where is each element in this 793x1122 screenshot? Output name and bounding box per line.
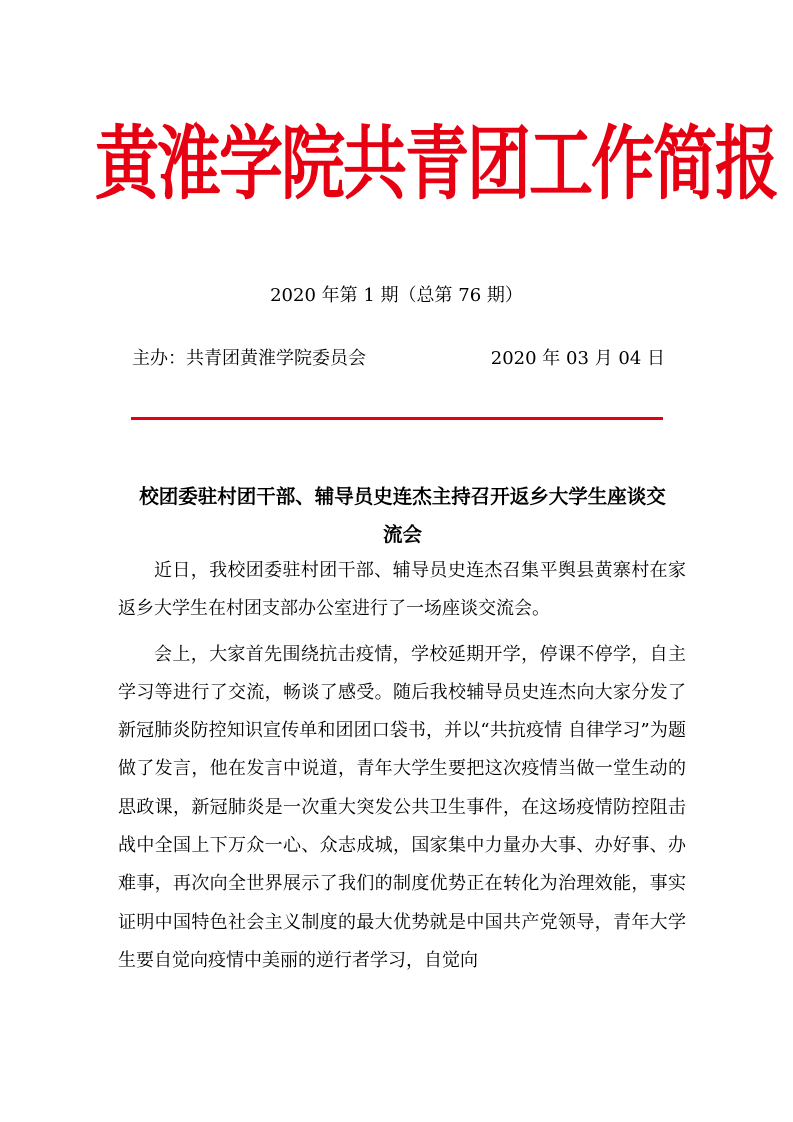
article-body [118, 552, 686, 987]
red-divider-rule [131, 417, 663, 420]
article-headline: 校团委驻村团干部、辅导员史连杰主持召开返乡大学生座谈交流会 [139, 485, 666, 546]
article-paragraph-2: 会上，大家首先围绕抗击疫情，学校延期开学，停课不停学，自主学习等进行了交流，畅谈了感受。随后我校辅导员史连杰向大家分发了新冠肺炎防控知识宣传单和团团口袋书，并以“共抗疫情 自律学习”为题做了发言，他在发言中说道，青年大学生要把这次疫情当做一堂生动的思政课，新冠肺炎是一次重大突发公共卫生事件，在这场疫情防控阻击战中全国上下万众一心、众志成城，国家集中力量办大事、办好事、办难事，再次向全世界展示了我们的制度优势正在转化为治理效能，事实证明中国特色社会主义制度的最大优势就是中国共产党领导，青年大学生要自觉向疫情中美丽的逆行者学习，自觉向 [118, 643, 686, 971]
publish-date: 2020 年 03 月 04 日 [490, 348, 665, 369]
organizer-line: 主办：共青团黄淮学院委员会 [132, 348, 366, 369]
article-paragraph-1: 近日，我校团委驻村团干部、辅导员史连杰召集平舆县黄寨村在家返乡大学生在村团支部办公室进行了一场座谈交流会。 [118, 560, 686, 620]
newsletter-masthead: 黄淮学院共青团工作简报 [95, 117, 777, 212]
issue-number: 2020 年第 1 期（总第 76 期） [270, 285, 523, 306]
